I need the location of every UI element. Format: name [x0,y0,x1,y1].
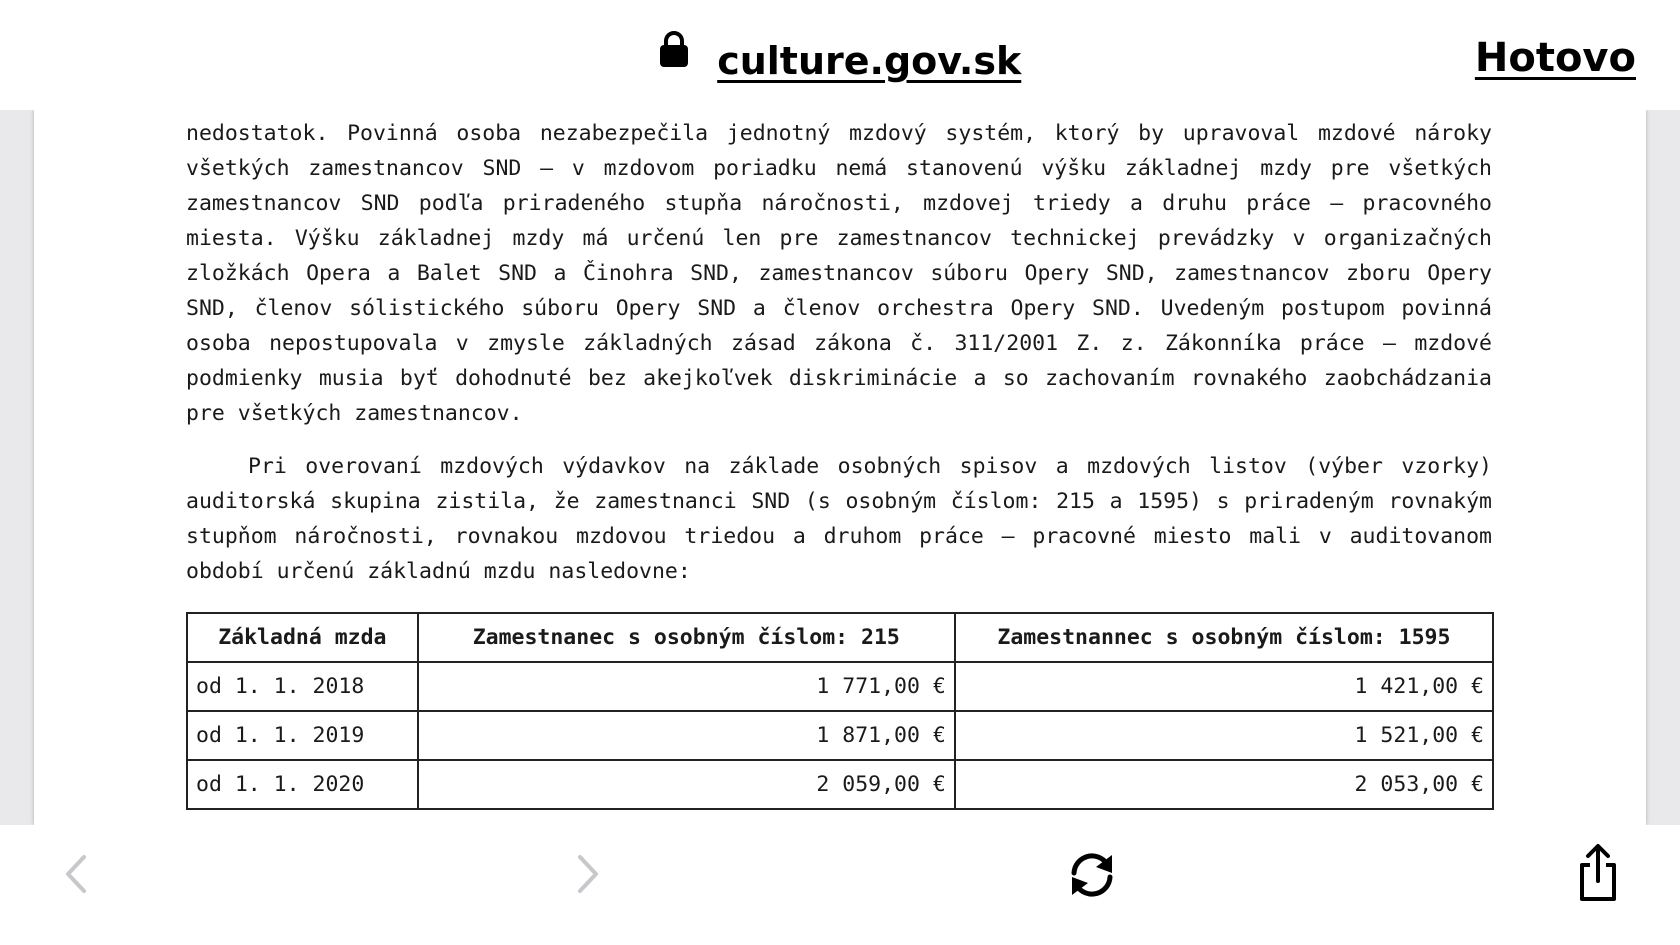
table-row [187,760,1493,809]
url-text[interactable]: culture.gov.sk [717,39,1022,83]
table-header-row [187,613,1493,662]
table-row [187,662,1493,711]
paragraph-2: Pri overovaní mzdových výdavkov na základe osobných spisov a mzdových listov (výber vzorky) auditorská skupina zistila, že zamestnanci SND (s osobným číslom: 215 a 1595) s priradeným rovnakým stupňom náročnosti, rovnakou mzdovou triedou a druhom práce – pracovné miesto mali v auditovanom období určenú základnú mzdu nasledovne: [186,454,1492,584]
refresh-button[interactable] [1064,847,1120,908]
paragraph-1: nedostatok. Povinná osoba nezabezpečila jednotný mzdový systém, ktorý by upravoval mzdové nároky všetkých zamestnancov SND – v mzdovom poriadku nemá stanovenú výšku základnej mzdy pre všetkých zamestnancov SND podľa priradeného stupňa náročnosti, mzdovej triedy a druhu práce – pracovného miesta. Výšku základnej mzdy má určenú len pre zamestnancov technickej prevádzky v organizačných zložkách Opera a Balet SND a Činohra SND, zamestnancov súboru Opery SND, zamestnancov zboru Opery SND, členov sólistického súboru Opery SND a členov orchestra Opery SND. Uvedeným postupom povinná osoba nepostupovala v zmysle základných zásad zákona č. 311/2001 Z. z. Zákonníka práce – mzdové podmienky musia byť dohodnuté bez akejkoľvek diskriminácie a so zachovaním rovnakého zaobchádzania pre všetkých zamestnancov. [186,121,1492,426]
browser-bottom-toolbar [0,825,1680,945]
table-cell: od 1. 1. 2020 [187,760,418,809]
done-button[interactable]: Hotovo [1474,35,1636,81]
back-button[interactable] [62,849,92,904]
wage-table [186,612,1494,810]
browser-top-bar [0,0,1680,110]
address-area[interactable] [0,30,1680,86]
document-text [186,116,1492,589]
table-header: Zamestnannec s osobným číslom: 1595 [955,613,1493,662]
table-row [187,711,1493,760]
table-cell: 1 871,00 € [418,711,955,760]
chevron-right-icon [572,849,602,899]
table-cell: 1 421,00 € [955,662,1493,711]
table-cell: 1 521,00 € [955,711,1493,760]
table-header: Základná mzda [187,613,418,662]
forward-button[interactable] [572,849,602,904]
content-viewport[interactable] [0,110,1680,825]
refresh-icon [1064,847,1120,903]
share-button[interactable] [1574,843,1622,908]
chevron-left-icon [62,849,92,899]
table-cell: od 1. 1. 2018 [187,662,418,711]
lock-icon [659,30,689,92]
share-icon [1574,843,1622,903]
table-cell: 2 059,00 € [418,760,955,809]
document-page [34,110,1646,825]
table-cell: od 1. 1. 2019 [187,711,418,760]
table-header: Zamestnanec s osobným číslom: 215 [418,613,955,662]
table-cell: 1 771,00 € [418,662,955,711]
table-cell: 2 053,00 € [955,760,1493,809]
